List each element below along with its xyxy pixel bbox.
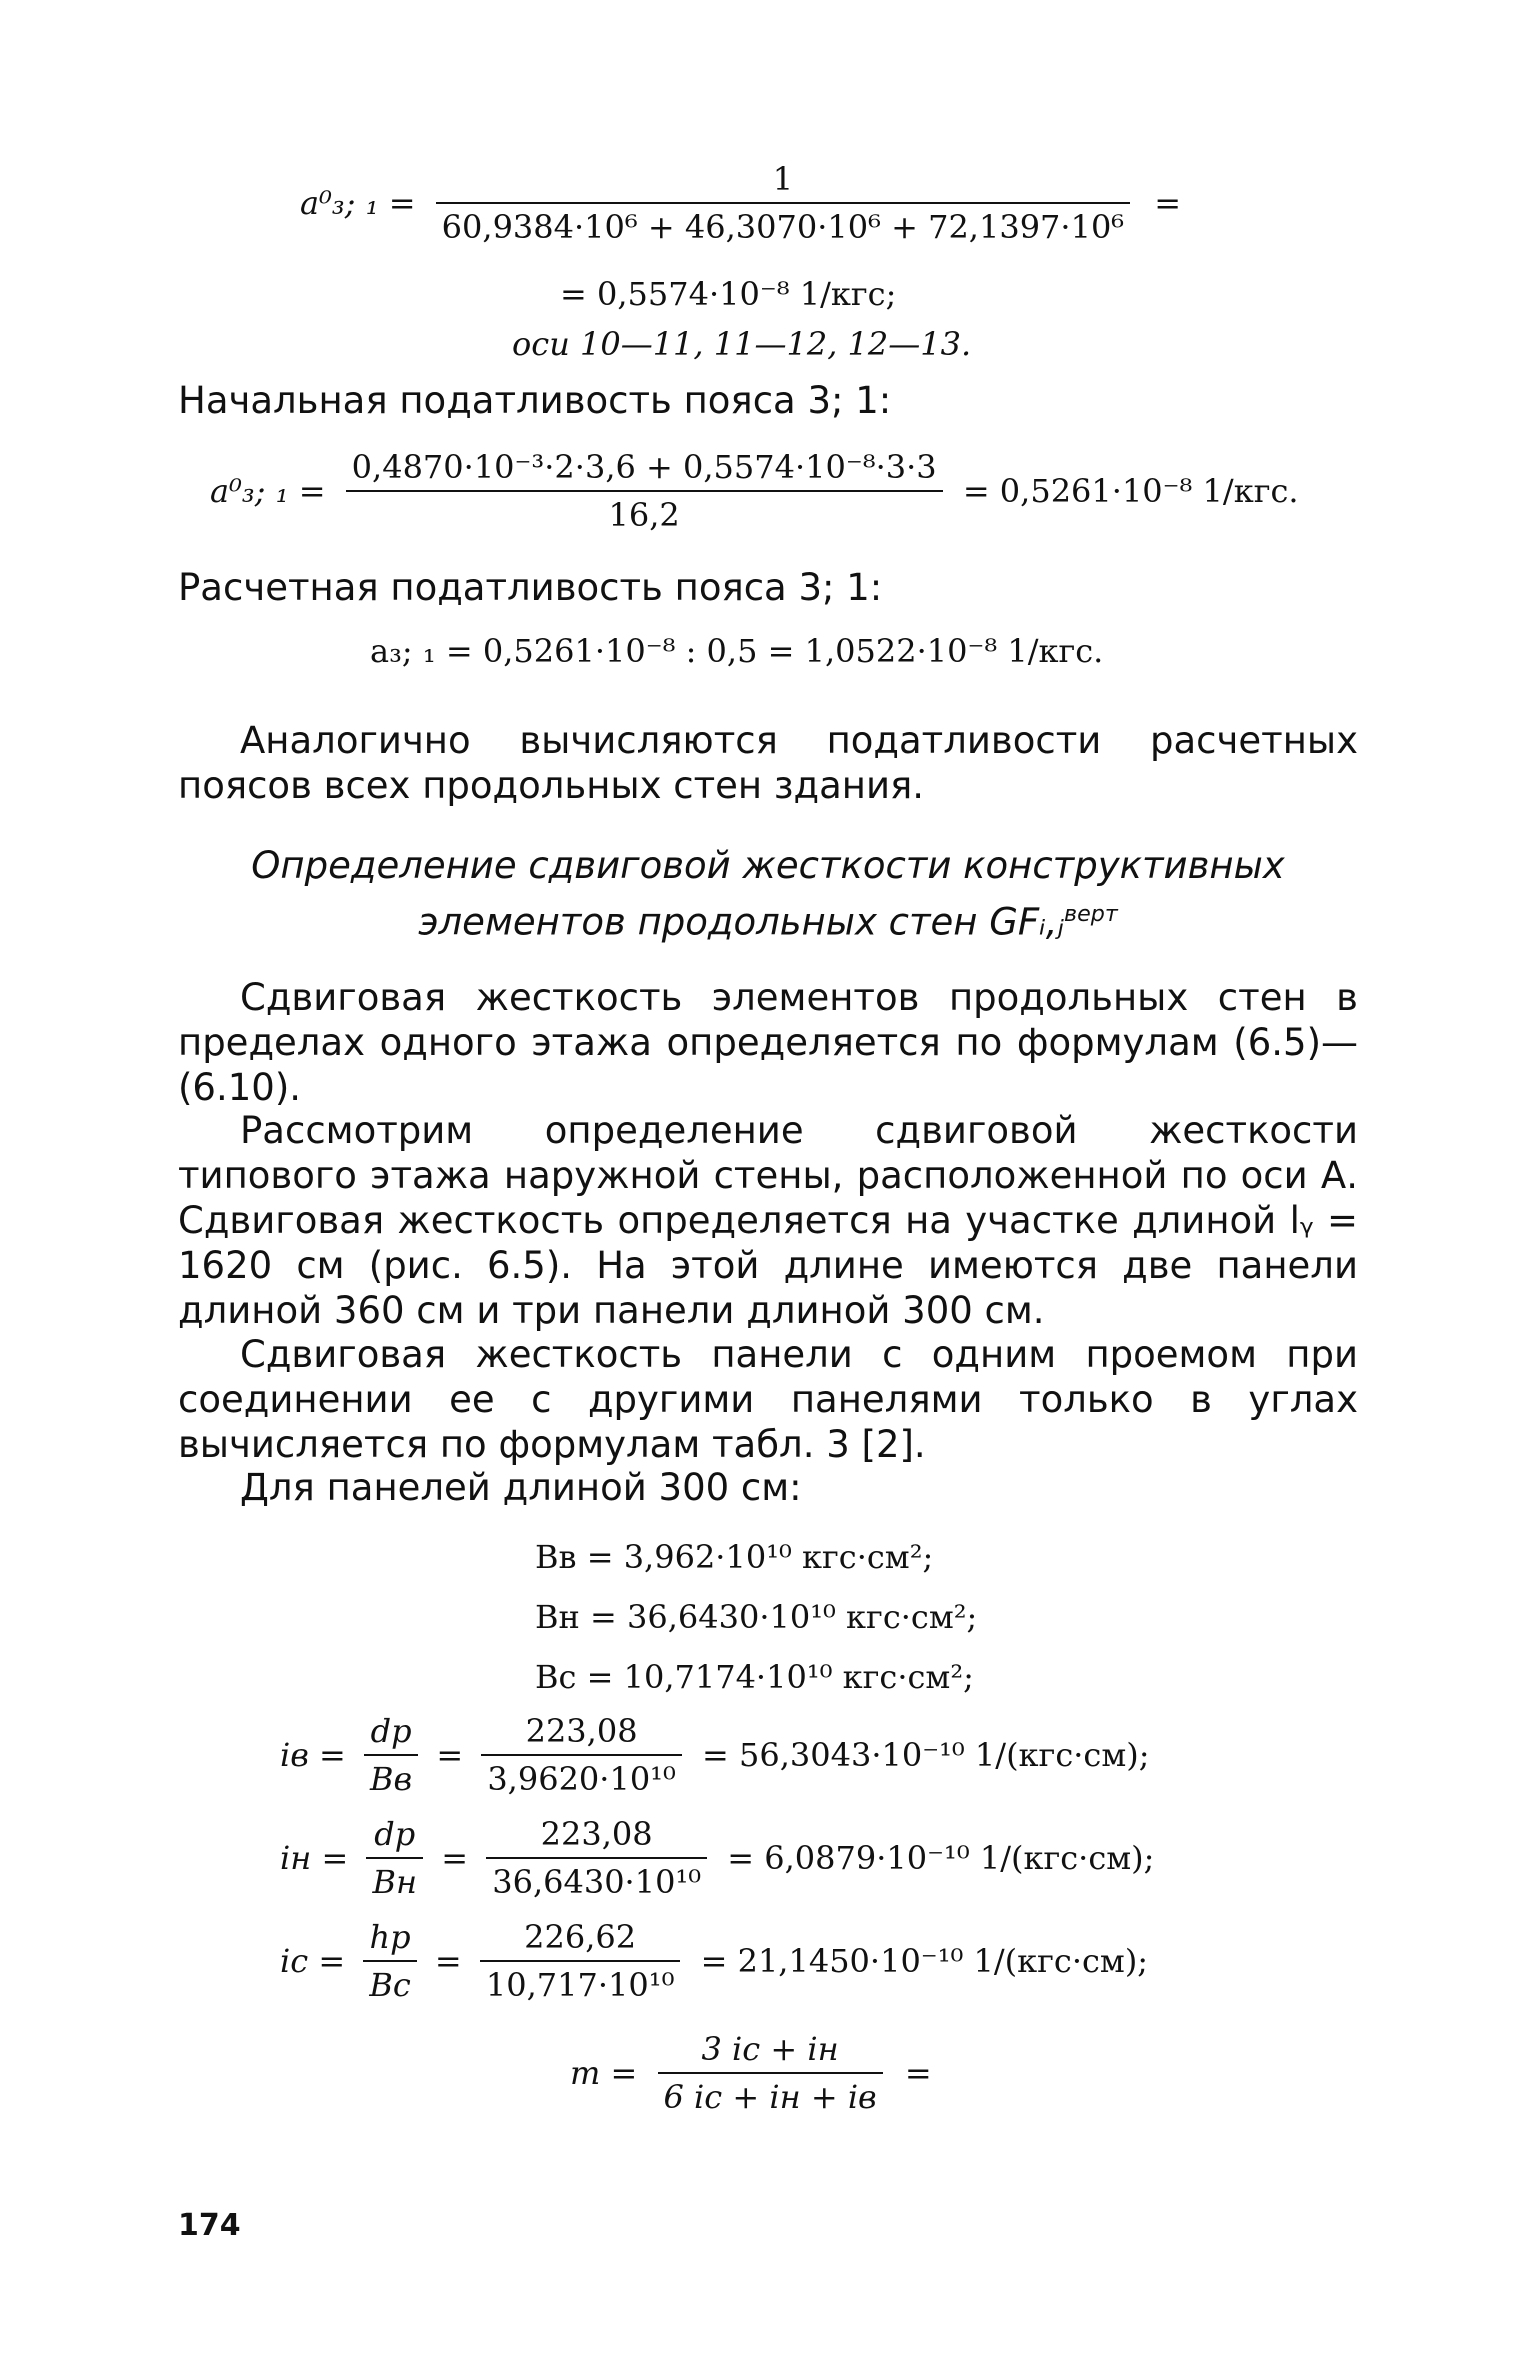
calc-compliance-text [178,565,882,610]
eq-b-s-text: Bс = 10,7174·10¹⁰ кгс·см²; [535,1658,974,1696]
paragraph-typical-floor-text: Рассмотрим определение сдвиговой жесткости типового этажа наружной стены, расположенной по оси А. Сдвиговая жесткость определяется на участке длиной lᵧ = 1620 см (рис. 6.5). На этой длине имеются две панели длиной 360 см и три панели длиной 300 см. [178,1109,1358,1332]
eq3-text: a₃; ₁ = 0,5261·10⁻⁸ : 0,5 = 1,0522·10⁻⁸ 1/кгс. [370,632,1104,670]
eq-i-v-frac1-num: dр [370,1712,412,1750]
eq-i-v-frac1 [364,1712,418,1798]
eq-i-n-frac1 [366,1815,423,1901]
eq1-tail: = [1154,184,1182,222]
equation-i-v [280,1712,1149,1798]
section-heading-line2: элементов продольных стен GFᵢ,ⱼ [418,900,1065,944]
eq-i-v-rhs: = 56,3043·10⁻¹⁰ 1/(кгс·см); [702,1736,1150,1774]
initial-compliance-label: Начальная податливость пояса 3; 1: [178,379,892,422]
eq-i-s-frac1 [363,1918,416,2004]
axes-line-text: оси 10—11, 11—12, 12—13. [512,325,972,363]
equation-i-n [280,1815,1154,1901]
eq-i-v-lhs: iв = [280,1736,346,1774]
paragraph-panel-opening [178,1332,1358,1467]
eq-m-num: 3 iс + iн [701,2030,839,2068]
equation-initial-compliance [210,448,1299,534]
eq-i-n-frac2 [486,1815,707,1901]
eq-i-v-frac1-den: Bв [364,1754,418,1798]
paragraph-typical-floor [178,1108,1358,1333]
equation-m [570,2030,932,2116]
page-number [178,2208,241,2243]
paragraph-panel-opening-text: Сдвиговая жесткость панели с одним проемом при соединении ее с другими панелями только в углах вычисляется по формулам табл. 3 [2]. [178,1333,1358,1466]
section-heading-line2-wrap [178,890,1358,946]
page-number-text: 174 [178,2208,241,2243]
paragraph-shear-stiffness-text: Сдвиговая жесткость элементов продольных стен в пределах одного этажа определяется по формулам (6.5)—(6.10). [178,976,1358,1109]
eq2-denominator: 16,2 [346,490,943,534]
eq2-numerator: 0,4870·10⁻³·2·3,6 + 0,5574·10⁻⁸·3·3 [351,448,937,486]
eq-i-s-rhs: = 21,1450·10⁻¹⁰ 1/(кгс·см); [700,1942,1149,1980]
section-heading-line1: Определение сдвиговой жесткости конструктивных [251,844,1285,887]
equation-design-compliance [370,632,1103,670]
eq-i-s-frac2 [480,1918,681,2004]
eq-m-rhs: = [904,2054,932,2092]
equation-a31-fraction [300,160,1181,246]
section-heading-sup: верт [1064,901,1118,927]
eq-i-s-frac1-den: Bс [363,1960,416,2004]
eq-i-v-frac2-num: 223,08 [525,1712,638,1750]
equation-b-s [535,1658,974,1696]
eq-i-n-frac2-den: 36,6430·10¹⁰ [486,1857,707,1901]
eq-b-n-text: Bн = 36,6430·10¹⁰ кгс·см²; [535,1598,978,1636]
equation-b-n [535,1598,977,1636]
equation-a31-result [560,275,896,313]
eq2-rhs: = 0,5261·10⁻⁸ 1/кгс. [962,472,1299,510]
eq-i-n-rhs: = 6,0879·10⁻¹⁰ 1/(кгс·см); [727,1839,1155,1877]
section-heading [178,842,1358,946]
eq1-lhs: a⁰₃; ₁ = [300,184,416,222]
eq-i-v-frac2 [481,1712,682,1798]
eq-m-lhs: m = [570,2054,638,2092]
eq-b-v-text: Bв = 3,962·10¹⁰ кгс·см²; [535,1538,934,1576]
paragraph-similar-text: Аналогично вычисляются податливости расчетных поясов всех продольных стен здания. [178,719,1358,807]
equation-b-v [535,1538,933,1576]
eq-i-s-frac2-den: 10,717·10¹⁰ [480,1960,681,2004]
eq1-numerator: 1 [772,160,794,198]
eq-i-n-lhs: iн = [280,1839,349,1877]
eq1-result: = 0,5574·10⁻⁸ 1/кгс; [560,275,897,313]
calc-compliance-label: Расчетная податливость пояса 3; 1: [178,566,883,609]
eq-m-den: 6 iс + iн + iв [658,2072,883,2116]
equation-i-s [280,1918,1148,2004]
eq-i-v-frac2-den: 3,9620·10¹⁰ [481,1754,682,1798]
eq2-fraction [346,448,943,534]
paragraph-shear-stiffness [178,975,1358,1110]
eq1-fraction [436,160,1130,246]
eq-i-s-lhs: iс = [280,1942,346,1980]
paragraph-panels-300-text: Для панелей длиной 300 см: [240,1466,802,1509]
initial-compliance-text [178,378,891,423]
eq-m-frac [658,2030,883,2116]
eq-i-v-eq: = [436,1736,464,1774]
eq-i-s-frac1-num: hр [369,1918,411,1956]
eq1-denominator: 60,9384·10⁶ + 46,3070·10⁶ + 72,1397·10⁶ [436,202,1130,246]
eq-i-s-eq: = [434,1942,462,1980]
eq-i-n-frac1-den: Bн [366,1857,423,1901]
paragraph-panels-300 [240,1465,802,1510]
eq-i-n-eq: = [441,1839,469,1877]
eq-i-s-frac2-num: 226,62 [524,1918,637,1956]
eq-i-n-frac1-num: dр [374,1815,416,1853]
paragraph-similar [178,718,1358,808]
eq2-lhs: a⁰₃; ₁ = [210,472,326,510]
eq-i-n-frac2-num: 223,08 [540,1815,653,1853]
axes-line [512,325,971,363]
